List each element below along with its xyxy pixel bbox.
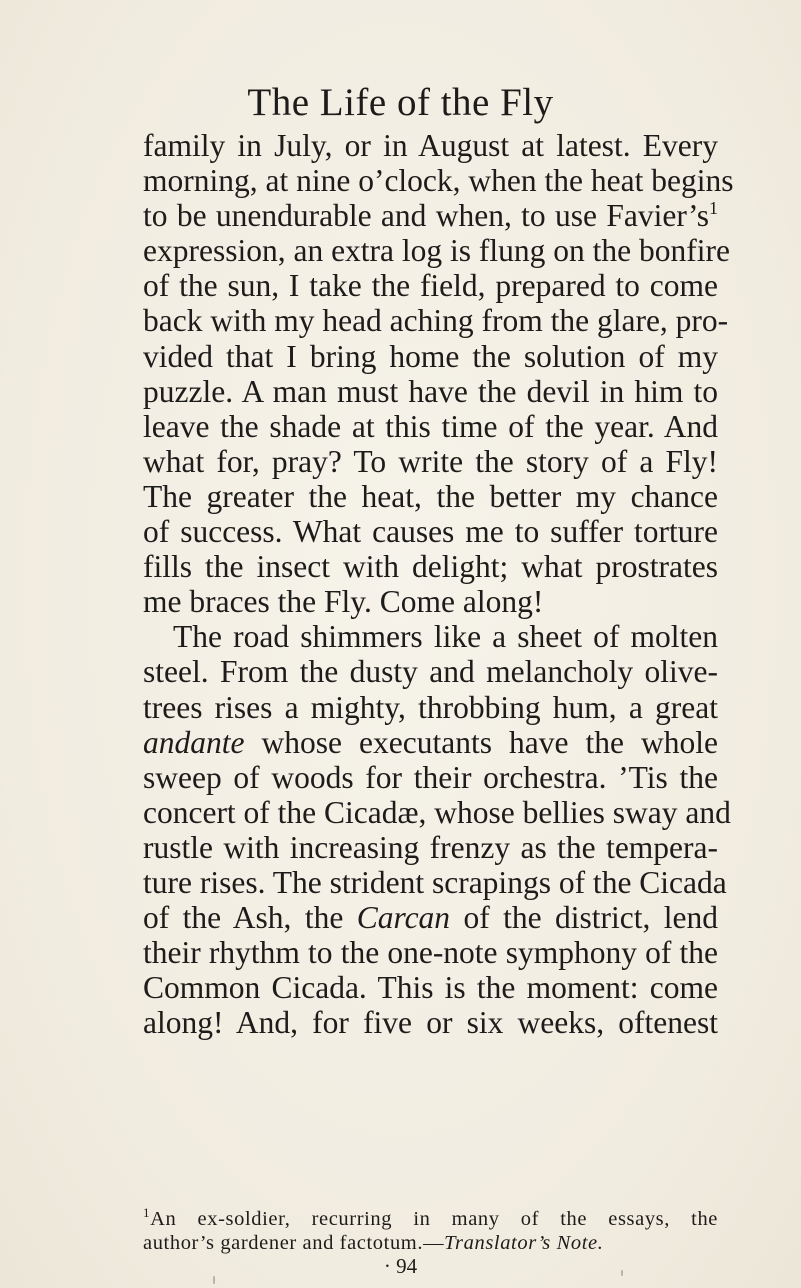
text-fragment: of the Ash, the <box>143 900 357 936</box>
text-line: of the sun, I take the field, prepared to come <box>143 268 718 304</box>
text-line: what for, pray? To write the story of a Fly! <box>143 443 718 479</box>
footnote-marker: 1 <box>143 1205 151 1220</box>
text-line: The greater the heat, the better my chance <box>143 478 718 514</box>
text-line: sweep of woods for their orchestra. ’Tis the <box>143 759 718 795</box>
text-line: ture rises. The strident scrapings of the Cicada <box>143 864 727 900</box>
body-text <box>143 128 734 1041</box>
text-fragment: whose executants have the whole <box>244 724 718 760</box>
italic-term: Carcan <box>356 900 451 936</box>
italic-term: andante <box>143 724 245 760</box>
text-line: rustle with increasing frenzy as the tempera- <box>143 829 718 865</box>
paper-speck <box>621 1270 623 1276</box>
text-line <box>143 900 718 935</box>
running-head: The Life of the Fly <box>247 81 554 124</box>
text-line: family in July, or in August at latest. Every <box>143 128 718 163</box>
text-line: concert of the Cicadæ, whose bellies sway and <box>143 794 731 830</box>
text-line: along! And, for five or six weeks, oftenest <box>143 1005 718 1041</box>
paper-speck <box>213 1276 215 1284</box>
text-line: morning, at nine o’clock, when the heat begins <box>143 163 734 199</box>
text-line: steel. From the dusty and melancholy olive- <box>143 654 718 690</box>
text-line: leave the shade at this time of the year. And <box>143 408 718 444</box>
text-line <box>143 198 718 233</box>
text-fragment: of the district, lend <box>450 900 718 936</box>
text-line: The road shimmers like a sheet of molten <box>173 619 718 655</box>
text-line: expression, an extra log is flung on the bonfire <box>143 233 730 269</box>
text-line: back with my head aching from the glare, pro- <box>143 303 729 339</box>
text-line: vided that I bring home the solution of my <box>143 338 718 374</box>
text-line: me braces the Fly. Come along! <box>143 584 544 620</box>
footnote-reference: 1 <box>709 198 718 219</box>
text-line: their rhythm to the one-note symphony of the <box>143 935 718 971</box>
footnote-text: An ex-soldier, recurring in many of the essays, the <box>150 1208 718 1230</box>
text-line: trees rises a mighty, throbbing hum, a great <box>143 689 718 725</box>
footnote-attribution: Translator’s Note. <box>444 1232 604 1254</box>
footnote <box>143 1207 718 1255</box>
footnote-text: author’s gardener and factotum.— <box>143 1232 445 1254</box>
text-line: puzzle. A man must have the devil in him to <box>143 373 718 409</box>
text-line: of success. What causes me to suffer torture <box>143 514 718 550</box>
footnote-line <box>143 1231 718 1255</box>
page-number: · 94 <box>383 1254 418 1278</box>
text-fragment: to be unendurable and when, to use Favier’s <box>143 198 709 234</box>
text-line <box>143 725 718 760</box>
text-line: Common Cicada. This is the moment: come <box>143 970 718 1006</box>
text-line: fills the insect with delight; what prostrates <box>143 549 718 585</box>
footnote-line <box>143 1207 718 1231</box>
